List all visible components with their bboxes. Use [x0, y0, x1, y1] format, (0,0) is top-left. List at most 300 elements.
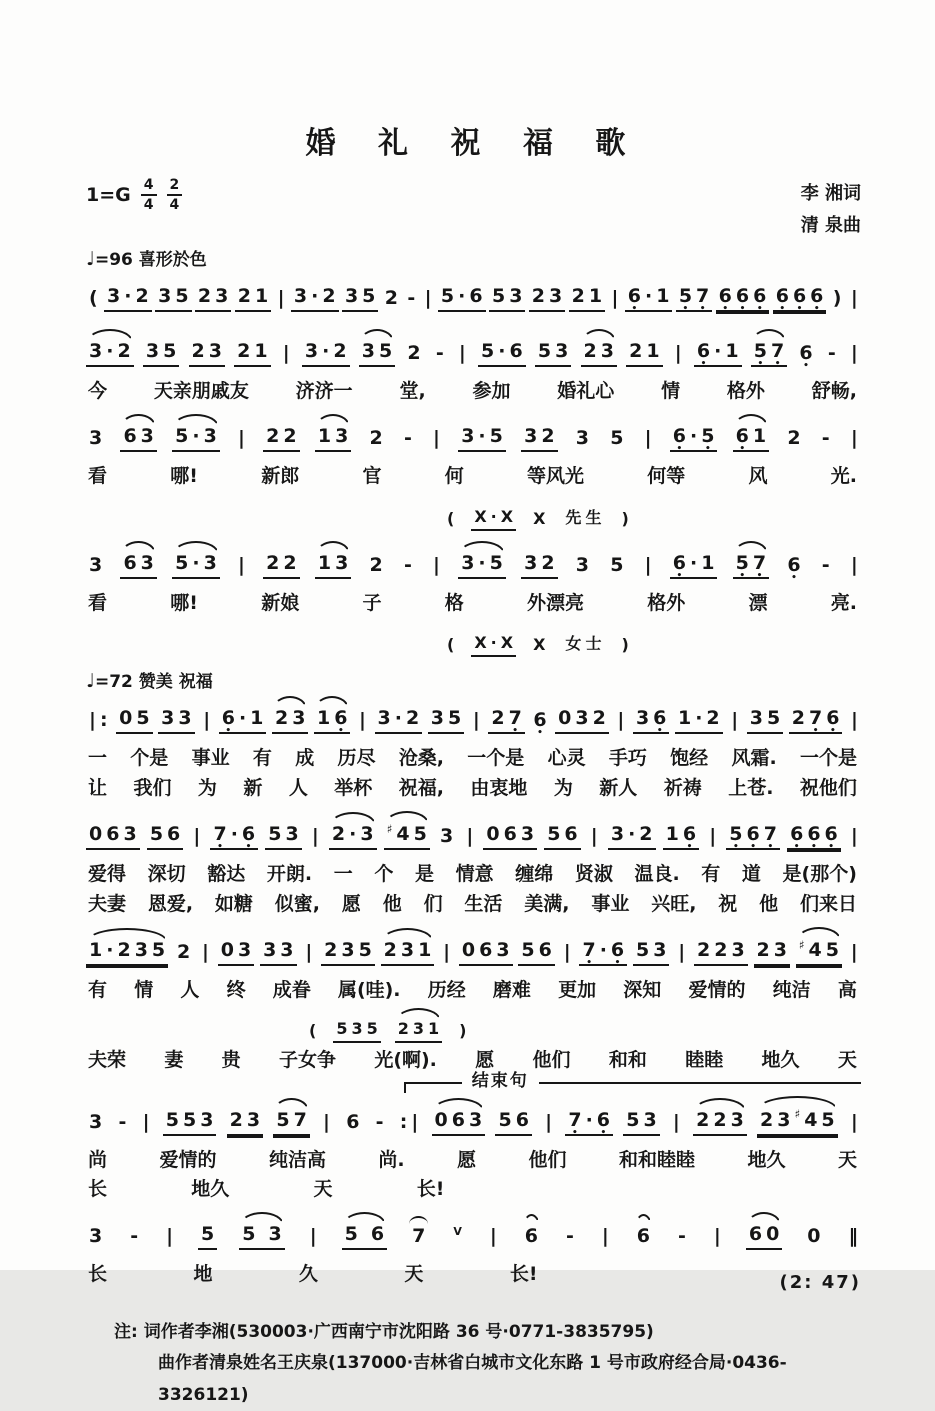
lyric-syllable: 让 — [88, 777, 108, 799]
note-char: 3 — [178, 707, 192, 730]
lyric-syllable: 光. — [830, 464, 857, 487]
lyric-syllable: 官 — [362, 464, 382, 487]
note-group — [530, 509, 548, 531]
note-char: | — [713, 1225, 721, 1248]
lyric-syllable: 堂, — [399, 380, 426, 402]
ending-section-label: 结束句 — [462, 1073, 539, 1090]
note-char: 5 — [635, 938, 650, 961]
note-char: 7 — [293, 1108, 307, 1131]
note-group — [458, 552, 506, 579]
lyric-syllable: 愿 — [475, 1048, 495, 1071]
note-group — [147, 823, 183, 850]
lyric-syllable: 是 — [414, 863, 434, 886]
note-group — [459, 939, 513, 966]
note-char: 2 — [407, 342, 421, 364]
note-group — [565, 1109, 613, 1136]
lyric-syllable: 上苍. — [728, 777, 774, 799]
note-char: 6 — [524, 1225, 538, 1248]
note-char: 6 • — [683, 823, 696, 845]
note-char: 2 — [197, 285, 212, 307]
note-group — [333, 1019, 380, 1043]
note-char: 1 — [677, 707, 692, 730]
note-char: ♯ — [386, 821, 393, 836]
note-group — [456, 342, 469, 367]
note-char: 4 — [808, 938, 822, 961]
note-char: | — [611, 287, 619, 309]
system-verse2-line1 — [86, 692, 861, 801]
lyric-syllable: 亮. — [830, 591, 857, 614]
note-char: 2 — [629, 340, 643, 362]
note-group — [544, 823, 580, 850]
note-char: 3 — [203, 424, 217, 447]
note-char: 1 — [752, 424, 767, 447]
note-char: 6 • — [533, 709, 546, 731]
note-group — [155, 285, 191, 312]
note-group — [86, 287, 101, 312]
note-char: 6 • — [697, 340, 710, 362]
lyric-syllable: 深知 — [623, 978, 662, 1001]
lyric-syllable: 和和睦睦 — [619, 1148, 696, 1171]
note-char: 3 — [461, 424, 475, 447]
note-group — [787, 823, 841, 850]
note-char: 6 • — [747, 823, 760, 845]
note-char: X — [533, 508, 546, 528]
note-char: · — [478, 424, 486, 447]
note-char: 5 — [242, 1223, 256, 1246]
note-group — [444, 635, 457, 657]
note-char: X — [533, 635, 546, 655]
note-group — [784, 427, 803, 452]
note-char: 2 — [713, 1108, 727, 1131]
lyric-syllable: 尚. — [378, 1148, 405, 1171]
note-char: | — [238, 553, 245, 576]
note-char: · — [690, 424, 698, 447]
note-group — [174, 941, 193, 966]
lyric-syllable: 道 — [741, 863, 761, 886]
note-char: 2 — [787, 426, 801, 449]
note-group — [618, 635, 631, 657]
lyric-syllable: 哪! — [170, 464, 198, 487]
lyric-syllable: 祝福, — [398, 777, 444, 799]
notes-line-8 — [86, 1208, 861, 1263]
lyric-syllable: 心灵 — [547, 747, 586, 770]
note-group — [642, 427, 655, 452]
note-char: · — [192, 424, 200, 447]
lyric-syllable: 事业 — [591, 892, 630, 915]
note-group — [329, 823, 377, 850]
note-char: 3 — [520, 823, 535, 846]
note-char: 3 — [430, 707, 445, 730]
note-char: 3 — [280, 938, 294, 961]
tempo-marking-verse: ♩=72 赞美 祝福 — [86, 670, 213, 693]
note-char: 5 — [825, 938, 839, 961]
lyric-syllable: 新郎 — [261, 464, 300, 487]
note-char: : — [99, 709, 108, 732]
note-group — [239, 1223, 284, 1250]
note-group — [195, 285, 231, 312]
note-char: 7 • — [582, 939, 595, 961]
note-char: · — [458, 285, 466, 307]
lyric-syllable: 历尽 — [337, 747, 376, 770]
note-char: ) — [621, 635, 629, 655]
note-group — [235, 285, 271, 312]
note-char: 6 • — [753, 285, 766, 307]
note-group — [309, 825, 322, 850]
note-char: 2 — [531, 285, 546, 307]
lyric-syllable: 天亲朋戚友 — [153, 380, 249, 402]
lyric-syllable: 他们 — [532, 1048, 571, 1071]
note-char: | — [323, 1110, 330, 1133]
note-char: 5 — [276, 1108, 290, 1131]
note-char: : — [399, 1110, 408, 1133]
note-char: - — [403, 553, 412, 576]
note-char: 3 — [268, 1223, 282, 1246]
note-char: · — [498, 340, 506, 362]
note-group — [440, 941, 453, 966]
note-char: 3 — [140, 551, 154, 574]
note-char: 3 — [161, 707, 175, 730]
lyric-syllable: 长! — [416, 1178, 445, 1201]
note-group — [489, 285, 525, 312]
note-char: | — [282, 342, 290, 364]
header-row — [86, 178, 861, 241]
note-char: 3 — [400, 938, 415, 961]
note-group — [127, 1225, 141, 1250]
note-char: | — [411, 1110, 419, 1133]
note-char: 2 — [283, 424, 297, 447]
note-group — [367, 427, 386, 452]
note-group — [751, 340, 787, 367]
note-char: 2 — [135, 285, 149, 307]
system-intro — [86, 270, 861, 325]
note-group — [430, 427, 443, 452]
lyric-syllable: 舒畅, — [811, 380, 857, 402]
lyric-syllable: 为 — [197, 777, 217, 799]
duration-label: (2: 47) — [779, 1271, 861, 1293]
notes-line-2 — [86, 410, 861, 465]
note-group — [143, 340, 179, 367]
lyric-syllable: 成眷 — [272, 978, 311, 1001]
note-char: 3 — [600, 340, 614, 362]
note-char: 5 • — [701, 425, 714, 447]
note-char: 3 — [439, 825, 454, 848]
note-group — [747, 707, 783, 734]
note-char: · — [490, 633, 497, 653]
note-char: 5 — [626, 1108, 640, 1131]
note-group — [219, 707, 267, 734]
lyric-syllable: 天 — [404, 1263, 424, 1286]
lyric-syllable: 地久 — [761, 1048, 800, 1071]
note-char: 3 — [140, 424, 154, 447]
lyric-syllable: 终 — [226, 978, 246, 1001]
lyric-syllable: 新娘 — [261, 591, 300, 614]
note-char: | — [166, 1225, 174, 1248]
lyric-syllable: 尚 — [88, 1148, 108, 1171]
note-group — [716, 285, 770, 312]
lyric-syllable: 我们 — [133, 777, 172, 799]
note-group — [463, 825, 476, 850]
note-group — [404, 287, 418, 312]
note-char: - — [118, 1110, 127, 1133]
lyric-syllable: 哪! — [170, 591, 198, 614]
note-char: 5 • — [729, 823, 742, 845]
note-char: 3 — [635, 707, 650, 730]
note-char: 0 — [766, 1223, 780, 1246]
system-coda — [86, 1208, 861, 1293]
note-char: 6 • — [611, 939, 624, 961]
note-group — [563, 1225, 577, 1250]
lyric-syllable: 看 — [88, 591, 108, 614]
note-group — [784, 554, 803, 579]
note-group — [675, 707, 723, 734]
note-group — [450, 1225, 465, 1250]
note-char: ♯ — [794, 1107, 801, 1122]
note-char: 3 — [730, 1108, 744, 1131]
note-group — [200, 709, 213, 734]
lyrics-line-4b — [88, 777, 857, 801]
note-char: 7 — [412, 1225, 426, 1248]
note-char: 生 — [585, 507, 602, 527]
note-char: 6 — [503, 823, 517, 846]
note-group — [848, 941, 861, 966]
note-char: 3 — [610, 823, 625, 846]
note-group — [518, 939, 554, 966]
note-group — [573, 554, 592, 579]
note-char: 2 — [397, 1018, 409, 1038]
composer-credit: 清 泉曲 — [800, 214, 861, 236]
lyric-syllable: 个 — [374, 863, 394, 886]
note-group — [625, 285, 673, 312]
note-char: - — [375, 1110, 384, 1133]
note-char: 5 — [537, 340, 552, 362]
note-char: 6 — [451, 1108, 466, 1131]
note-char: 3 — [293, 285, 308, 307]
note-group — [172, 552, 220, 579]
note-group — [670, 1111, 683, 1136]
lyric-syllable: 贵 — [221, 1048, 241, 1071]
note-char: X — [500, 506, 514, 526]
note-group — [599, 1225, 612, 1250]
lyric-syllable: 生活 — [464, 892, 503, 915]
note-char: | — [850, 825, 858, 848]
note-group — [471, 507, 516, 531]
note-char: | — [672, 1110, 680, 1133]
note-char: 5 — [481, 340, 495, 362]
note-char: | — [433, 426, 440, 449]
note-char: · — [394, 707, 402, 730]
note-group — [848, 709, 861, 734]
note-group — [573, 427, 592, 452]
note-char: · — [478, 551, 486, 574]
meter-4-4: $\frac{4}{4}$ — [141, 178, 157, 212]
note-char: 5 — [151, 938, 166, 961]
lyric-syllable: 温良. — [634, 863, 680, 886]
lyric-syllable: 济济一 — [295, 380, 353, 402]
note-char: 3 — [643, 1108, 657, 1131]
lyric-syllable: 如糖 — [214, 892, 253, 915]
note-group — [607, 554, 626, 579]
note-char: 6 — [123, 424, 137, 447]
note-char: 7 • — [696, 285, 709, 307]
note-char: - — [821, 426, 830, 449]
lyric-syllable: 似蜜, — [274, 892, 320, 915]
note-group — [280, 342, 293, 367]
alternate-notes-insert — [306, 1009, 861, 1049]
note-group — [529, 285, 565, 312]
lyric-syllable: 等风光 — [526, 464, 584, 487]
note-group — [172, 425, 220, 452]
note-char: 4 — [804, 1108, 818, 1131]
note-group — [825, 342, 839, 367]
note-char: - — [403, 426, 412, 449]
note-char: 5 — [821, 1108, 835, 1131]
note-char: 5 • — [736, 552, 749, 574]
note-char: · — [645, 285, 653, 307]
note-group — [315, 552, 351, 579]
note-char: 3 — [575, 426, 589, 449]
note-char: 2 — [714, 938, 728, 961]
note-group — [754, 939, 790, 966]
note-char: 2 — [706, 707, 720, 730]
note-group — [428, 707, 464, 734]
note-group — [395, 1019, 442, 1043]
note-char: · — [599, 938, 607, 961]
note-char: · — [695, 707, 703, 730]
note-char: 3 — [215, 285, 229, 307]
note-char: 2 — [541, 424, 555, 447]
note-char: 5 — [344, 1223, 358, 1246]
note-group — [675, 1225, 689, 1250]
lyric-syllable: 地久 — [191, 1178, 230, 1201]
note-group — [120, 552, 156, 579]
note-char: - — [827, 342, 836, 364]
lyric-syllable: 外漂亮 — [526, 591, 584, 614]
lyric-syllable: 举杯 — [334, 777, 373, 799]
note-char: 3 — [509, 285, 523, 307]
note-char: 2 — [266, 551, 280, 574]
note-group — [521, 552, 557, 579]
lyric-syllable: 他 — [759, 892, 779, 915]
system-verse1-line3 — [86, 537, 861, 664]
note-char: | — [850, 342, 858, 364]
note-char: | — [203, 709, 211, 732]
note-char: | — [433, 553, 440, 576]
note-char: 5 — [489, 551, 503, 574]
note-char: 1 — [317, 424, 332, 447]
note-group — [607, 427, 626, 452]
note-char: 5 — [413, 823, 427, 846]
note-group — [320, 1111, 333, 1136]
lyricist-credit: 李 湘词 — [800, 183, 861, 204]
note-group — [263, 425, 299, 452]
note-char: 6 • — [334, 707, 347, 729]
note-char: 5 — [201, 1223, 215, 1246]
lyric-syllable: 今 — [88, 380, 108, 402]
note-char: 5 — [175, 424, 189, 447]
note-group — [199, 941, 212, 966]
note-char: 3 — [524, 551, 538, 574]
tempo-marking-intro: ♩=96 喜形於色 — [86, 248, 207, 270]
note-char: 2 — [322, 285, 336, 307]
note-group — [848, 554, 861, 579]
note-char: 2 — [696, 1108, 710, 1131]
notes-line-5 — [86, 807, 861, 863]
lyric-syllable: 何等 — [647, 464, 686, 487]
note-group — [86, 1111, 105, 1136]
lyric-syllable: 风霜. — [731, 747, 777, 770]
note-char: 3 — [335, 551, 349, 574]
note-char: X — [474, 633, 487, 653]
note-group — [116, 707, 152, 734]
note-char: 3 — [555, 340, 569, 362]
note-char: 2 — [191, 340, 205, 362]
lyrics-line-4a — [88, 747, 857, 771]
note-group — [846, 1225, 862, 1250]
note-char: 6 — [167, 823, 181, 846]
spoken-insert-groom — [444, 495, 861, 537]
song-title: 婚 礼 祝 福 歌 — [305, 126, 642, 161]
note-char: 6 — [509, 340, 523, 362]
notes-line-3 — [86, 537, 861, 592]
system-verse2-line3 — [86, 923, 861, 1073]
note-group — [302, 941, 315, 966]
note-char: 3 — [89, 426, 103, 449]
note-char: 5 — [489, 424, 503, 447]
note-char: 3 — [292, 707, 306, 730]
note-char: 0 — [807, 1225, 821, 1248]
note-char: 3 — [412, 1018, 425, 1038]
note-char: 7 • — [809, 707, 822, 729]
lyric-syllable: 们来日 — [799, 892, 857, 915]
note-char: 6 — [123, 551, 137, 574]
note-char: 3 — [158, 285, 172, 307]
note-group — [483, 823, 537, 850]
note-char: | — [89, 709, 96, 732]
note-char: · — [124, 285, 132, 307]
lyric-syllable: 饱经 — [670, 747, 709, 770]
note-char: 6 • — [776, 285, 789, 307]
note-char: 3 — [773, 938, 787, 961]
note-char: 5 — [766, 707, 781, 730]
lyric-syllable: 祝他们 — [799, 777, 857, 799]
note-group — [676, 285, 712, 312]
note-char: 6 • — [242, 823, 255, 845]
note-group — [495, 1109, 531, 1136]
notes-line-6 — [86, 923, 861, 979]
note-char: | — [202, 940, 209, 963]
note-char: 3 — [341, 938, 355, 961]
note-char: | — [850, 287, 858, 309]
lyric-syllable: 地 — [193, 1263, 213, 1286]
note-group — [579, 939, 627, 966]
note-group — [190, 825, 203, 850]
lyric-syllable: 祝 — [718, 892, 738, 915]
lyrics-line-2 — [88, 465, 857, 489]
lyric-syllable: 夫荣 — [88, 1048, 127, 1071]
note-char: · — [106, 938, 114, 961]
note-char: 6 — [346, 1110, 360, 1133]
note-char: | — [709, 825, 717, 848]
lyrics-line-8 — [88, 1263, 538, 1287]
note-char: 5 — [165, 1108, 179, 1131]
note-group — [848, 825, 861, 850]
note-group — [86, 939, 168, 966]
note-group — [694, 939, 748, 966]
note-char: 3 — [777, 1108, 791, 1131]
note-group — [471, 633, 516, 657]
lyric-syllable: 人 — [288, 777, 308, 799]
note-char: 5 — [149, 823, 164, 846]
